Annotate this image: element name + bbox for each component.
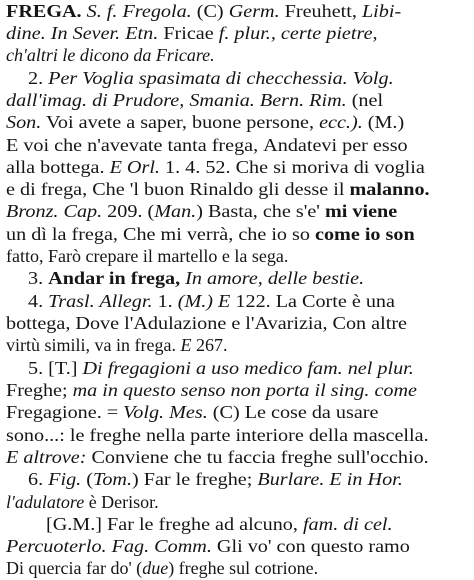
entry-line [28, 289, 395, 313]
entry-line [6, 378, 417, 402]
entry-text: E altrove: [6, 447, 87, 467]
entry-text: alla bottega. [6, 157, 110, 177]
entry-text: Man. [154, 201, 197, 221]
entry-text: dall'imag. di Prudore, Smania. Bern. Rim. [6, 90, 347, 110]
entry-text: Per Voglia spasimata di checchessia. Volg. [48, 68, 394, 88]
entry-text: 3. [28, 268, 49, 288]
entry-text: sono...: le freghe nella parte interiore della mascella. [6, 425, 429, 445]
entry-line [6, 423, 429, 447]
entry-text: E [180, 335, 192, 355]
entry-text: virtù simili, va in frega. [6, 335, 181, 355]
entry-text: un dì la frega, Che mi verrà, che io so [6, 224, 316, 244]
entry-text: ) freghe sul cotrione. [168, 558, 319, 578]
entry-text: Di quercia far do' ( [6, 558, 143, 578]
entry-text: FREGA. [6, 1, 82, 21]
entry-line [6, 400, 378, 424]
entry-text: (C) [191, 1, 229, 21]
entry-text: Conviene che tu faccia freghe sull'occhio. [86, 447, 429, 467]
entry-text: Volg. Mes. [123, 402, 208, 422]
entry-line [6, 333, 227, 357]
entry-text: E Orl. [109, 157, 160, 177]
entry-line [6, 43, 215, 67]
entry-text: Fregagione. = [6, 402, 124, 422]
entry-line [6, 177, 430, 201]
entry-text: (C) Le cose da usare [207, 402, 379, 422]
entry-text: fatto, Farò crepare il martello e la sega. [6, 246, 289, 266]
entry-text: Trasl. Allegr. [48, 291, 153, 311]
entry-line [46, 512, 393, 536]
entry-line [6, 445, 429, 469]
entry-text: Fig. [48, 469, 82, 489]
entry-text: Andar in frega, [48, 268, 181, 288]
entry-text: ch'altri le dicono da Fricare. [6, 45, 215, 65]
entry-text: è Derisor. [84, 492, 159, 512]
entry-line [6, 311, 407, 335]
entry-text: E voi che n'avevate tanta fregа, Andatevi per esso [6, 135, 408, 155]
entry-line [6, 199, 397, 223]
entry-text: S. f. Fregola. [86, 1, 192, 21]
entry-line [6, 534, 410, 558]
entry-text: (nel [346, 90, 384, 110]
entry-text: [G.M.] Far le freghe ad alcuno, [46, 514, 303, 534]
entry-text: Burlare. E in Hor. [257, 469, 403, 489]
entry-text: bottega, Dove l'Adulazione e l'Avarizia, Con altre [6, 313, 407, 333]
entry-text: Gli vo' con questo ramo [211, 536, 410, 556]
entry-text: 5. [T.] [28, 358, 83, 378]
entry-text: due [142, 558, 169, 578]
entry-text: f. plur., certe pietre, [218, 23, 378, 43]
entry-text: Fricae [158, 23, 219, 43]
entry-text: Di fregagioni a uso medico fam. nel plur. [82, 358, 414, 378]
dictionary-entry [3, 0, 471, 578]
entry-text: Libi- [361, 1, 402, 21]
entry-text: l'adulatore [6, 492, 85, 512]
entry-line [6, 155, 425, 179]
entry-line [6, 21, 378, 45]
entry-line [6, 222, 415, 246]
entry-text: Bronz. Cap. [6, 201, 103, 221]
entry-line [28, 266, 364, 290]
entry-text: 1. 4. 52. Che si moriva di voglia [159, 157, 425, 177]
entry-text: (M.) E [177, 291, 231, 311]
entry-text: dine. In Sever. Etn. [6, 23, 159, 43]
entry-text: come io son [315, 224, 415, 244]
entry-text: Freghe; [6, 380, 73, 400]
entry-text: fam. di cel. [302, 514, 393, 534]
entry-text: ma in questo senso non porta il sing. come [72, 380, 418, 400]
entry-text: 122. La Corte è una [230, 291, 395, 311]
entry-line [28, 467, 403, 491]
entry-text: ) Basta, che s'e' [196, 201, 325, 221]
entry-text: ecc.). [319, 112, 363, 132]
entry-text: Freuhett, [279, 1, 362, 21]
entry-text: e di frega, Che 'l buon Rinaldo gli desse il [6, 179, 350, 199]
entry-text: Percuoterlo. Fag. Comm. [6, 536, 212, 556]
entry-text: malanno. [349, 179, 430, 199]
entry-line [6, 133, 408, 157]
entry-text: In amore, delle bestie. [185, 268, 365, 288]
entry-text: 6. [28, 469, 49, 489]
entry-line [6, 490, 159, 514]
entry-line [6, 556, 318, 580]
entry-line [28, 66, 394, 90]
entry-text: Tom. [92, 469, 133, 489]
entry-text: ) Far le freghe; [132, 469, 258, 489]
entry-text: (M.) [362, 112, 405, 132]
entry-text: 209. ( [102, 201, 155, 221]
entry-line [6, 0, 401, 23]
entry-text: mi viene [324, 201, 398, 221]
entry-text: Voi avete a saper, buone persone, [41, 112, 320, 132]
entry-text: 2. [28, 68, 49, 88]
entry-text: 267. [191, 335, 228, 355]
entry-text: 1. [152, 291, 178, 311]
entry-line [6, 244, 288, 268]
entry-text: ( [81, 469, 93, 489]
entry-line [28, 356, 414, 380]
entry-line [6, 88, 383, 112]
entry-text: Germ. [228, 1, 280, 21]
entry-text: Son. [6, 112, 42, 132]
entry-line [6, 110, 404, 134]
entry-text: 4. [28, 291, 49, 311]
